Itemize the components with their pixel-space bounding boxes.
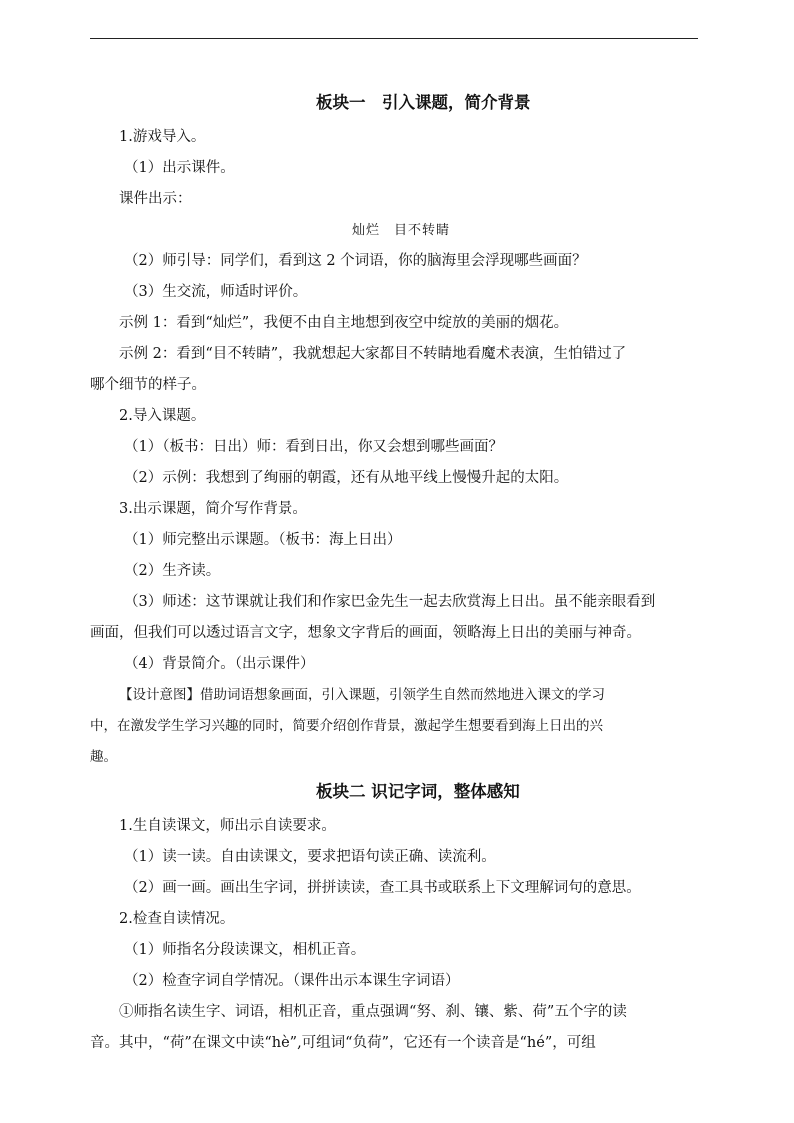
paragraph: （1）读一读。自由读课文，要求把语句读正确、读流利。 xyxy=(124,849,496,865)
paragraph: （2）画一画。画出生字词，拼拼读读，查工具书或联系上下文理解词句的意思。 xyxy=(124,880,641,896)
paragraph: （3）师述：这节课就让我们和作家巴金先生一起去欣赏海上日出。虽不能亲眼看到 xyxy=(124,594,656,610)
paragraph: （1）（板书：日出）师：看到日出，你又会想到哪些画面？ xyxy=(124,439,503,455)
courseware-words: 灿烂 目不转睛 xyxy=(351,223,450,238)
paragraph-continuation: 画面，但我们可以透过语言文字，想象文字背后的画面，领略海上日出的美丽与神奇。 xyxy=(90,625,641,641)
paragraph: ①师指名读生字、词语，相机正音，重点强调“努、刹、镶、紫、荷”五个字的读 xyxy=(119,1004,627,1020)
section-1-title: 板块一 引入课题，简介背景 xyxy=(316,93,531,112)
paragraph: 1.生自读课文，师出示自读要求。 xyxy=(119,818,336,834)
paragraph: 1.游戏导入。 xyxy=(119,129,206,145)
paragraph: （2）示例：我想到了绚丽的朝霞，还有从地平线上慢慢升起的太阳。 xyxy=(124,470,569,486)
paragraph: 2.导入课题。 xyxy=(119,408,206,424)
paragraph: （1）师完整出示课题。（板书：海上日出） xyxy=(124,532,402,548)
paragraph: 示例 2：看到“目不转睛”，我就想起大家都目不转睛地看魔术表演，生怕错过了 xyxy=(119,346,627,362)
paragraph: （2）师引导：同学们，看到这 2 个词语，你的脑海里会浮现哪些画面？ xyxy=(124,253,587,269)
paragraph-continuation: 音。其中，“荷”在课文中读“hè”,可组词“负荷”，它还有一个读音是“hé”，可组 xyxy=(90,1035,596,1051)
paragraph: 3.出示课题，简介写作背景。 xyxy=(119,501,307,517)
paragraph: 课件出示： xyxy=(119,191,192,207)
paragraph: （4）背景简介。（出示课件） xyxy=(124,656,315,672)
paragraph: （3）生交流，师适时评价。 xyxy=(124,284,308,300)
paragraph: （1）出示课件。 xyxy=(124,160,235,176)
design-intent-continuation: 中，在激发学生学习兴趣的同时，简要介绍创作背景，激起学生想要看到海上日出的兴 xyxy=(90,718,603,734)
section-2-title: 板块二 识记字词，整体感知 xyxy=(316,782,520,801)
paragraph-continuation: 哪个细节的样子。 xyxy=(90,377,206,393)
paragraph: （2）检查字词自学情况。（课件出示本课生字词语） xyxy=(124,973,460,989)
header-rule xyxy=(90,38,698,39)
paragraph: 2.检查自读情况。 xyxy=(119,911,235,927)
paragraph: （2）生齐读。 xyxy=(124,563,221,579)
paragraph: （1）师指名分段读课文，相机正音。 xyxy=(124,942,366,958)
design-intent: 【设计意图】借助词语想象画面，引入课题，引领学生自然而然地进入课文的学习 xyxy=(119,687,605,703)
document-body xyxy=(90,84,702,1059)
design-intent-continuation: 趣。 xyxy=(90,749,117,765)
paragraph: 示例 1：看到“灿烂”，我便不由自主地想到夜空中绽放的美丽的烟花。 xyxy=(119,315,569,331)
